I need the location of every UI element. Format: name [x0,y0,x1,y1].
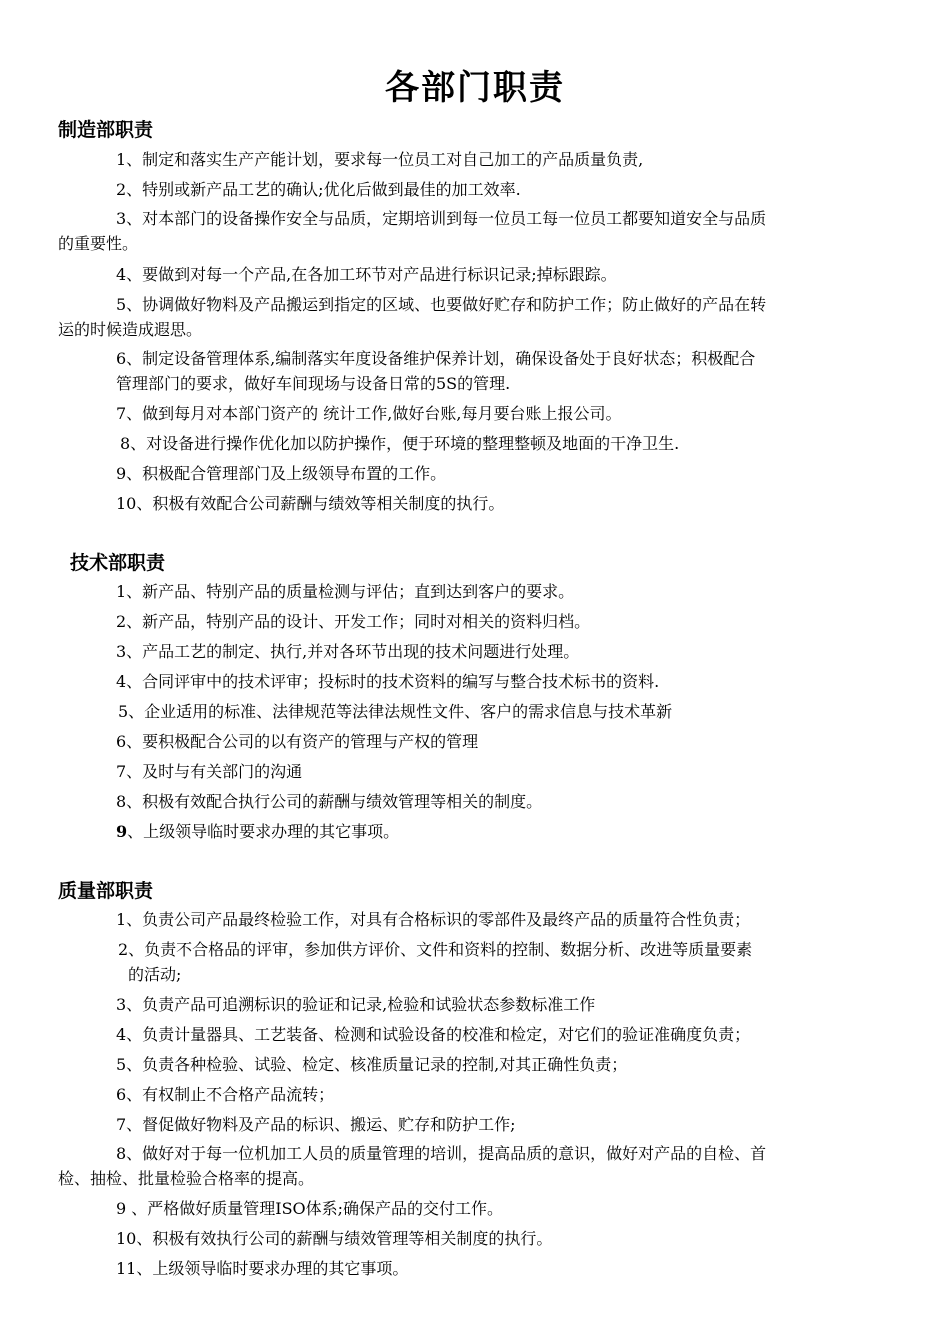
manufacturing-item-3: 3、对本部门的设备操作安全与品质，定期培训到每一位员工每一位员工都要知道安全与品质 [116,209,767,228]
quality-item-11: 11、上级领导临时要求办理的其它事项。 [116,1259,409,1278]
quality-item-2: 2、负责不合格品的评审，参加供方评价、文件和资料的控制、数据分析、改进等质量要素 [118,940,753,959]
technical-item-9 [116,819,399,845]
quality-item-7: 7、督促做好物料及产品的标识、搬运、贮存和防护工作; [116,1115,516,1134]
technical-item-1: 1、新产品、特别产品的质量检测与评估；直到达到客户的要求。 [116,582,575,601]
manufacturing-item-5-cont: 运的时候造成遐思。 [58,320,203,339]
technical-item-7: 7、及时与有关部门的沟通 [116,762,303,781]
technical-item-9-text: 、上级领导临时要求办理的其它事项。 [127,822,400,841]
quality-item-3: 3、负责产品可追溯标识的验证和记录,检验和试验状态参数标准工作 [116,995,596,1014]
quality-item-1: 1、负责公司产品最终检验工作，对具有合格标识的零部件及最终产品的质量符合性负责； [116,910,751,929]
technical-item-3: 3、产品工艺的制定、执行,并对各环节出现的技术问题进行处理。 [116,642,580,661]
quality-item-4: 4、负责计量器具、工艺装备、检测和试验设备的校准和检定，对它们的验证准确度负责； [116,1025,751,1044]
quality-item-8: 8、做好对于每一位机加工人员的质量管理的培训，提高品质的意识，做好对产品的自检、首 [116,1144,767,1163]
manufacturing-item-10: 10、积极有效配合公司薪酬与绩效等相关制度的执行。 [116,494,505,513]
technical-item-9-number: 9 [116,822,128,841]
manufacturing-item-8: 8、对设备进行操作优化加以防护操作，便于环境的整理整顿及地面的干净卫生. [120,434,680,453]
technical-item-2: 2、新产品，特别产品的设计、开发工作；同时对相关的资料归档。 [116,612,591,631]
manufacturing-item-7: 7、做到每月对本部门资产的 统计工作,做好台账,每月要台账上报公司。 [116,404,622,423]
manufacturing-item-1: 1、制定和落实生产产能计划，要求每一位员工对自己加工的产品质量负责, [116,150,644,169]
section-heading-technical: 技术部职责 [70,552,166,574]
quality-item-5: 5、负责各种检验、试验、检定、核准质量记录的控制,对其正确性负责； [116,1055,628,1074]
technical-item-8: 8、积极有效配合执行公司的薪酬与绩效管理等相关的制度。 [116,792,543,811]
quality-item-8-cont: 检、抽检、批量检验合格率的提高。 [58,1169,315,1188]
manufacturing-item-3-cont: 的重要性。 [58,234,139,253]
section-heading-quality: 质量部职责 [58,880,154,902]
manufacturing-item-4: 4、要做到对每一个产品,在各加工环节对产品进行标识记录;掉标跟踪。 [116,265,617,284]
page-title: 各部门职责 [385,68,565,108]
manufacturing-item-9: 9、积极配合管理部门及上级领导布置的工作。 [116,464,447,483]
technical-item-4: 4、合同评审中的技术评审；投标时的技术资料的编写与整合技术标书的资料. [116,672,660,691]
manufacturing-item-6-cont: 管理部门的要求，做好车间现场与设备日常的5S的管理. [116,374,511,393]
quality-item-9: 9 、严格做好质量管理ISO体系;确保产品的交付工作。 [116,1199,504,1218]
section-heading-manufacturing: 制造部职责 [58,119,154,141]
manufacturing-item-5: 5、协调做好物料及产品搬运到指定的区域、也要做好贮存和防护工作；防止做好的产品在转 [116,295,767,314]
technical-item-5: 5、企业适用的标准、法律规范等法律法规性文件、客户的需求信息与技术革新 [118,702,673,721]
quality-item-2-cont: 的活动; [128,965,182,984]
manufacturing-item-2: 2、特别或新产品工艺的确认;优化后做到最佳的加工效率. [116,180,521,199]
manufacturing-item-6: 6、制定设备管理体系,编制落实年度设备维护保养计划，确保设备处于良好状态；积极配合 [116,349,756,368]
quality-item-10: 10、积极有效执行公司的薪酬与绩效管理等相关制度的执行。 [116,1229,553,1248]
quality-item-6: 6、有权制止不合格产品流转； [116,1085,335,1104]
technical-item-6: 6、要积极配合公司的以有资产的管理与产权的管理 [116,732,479,751]
